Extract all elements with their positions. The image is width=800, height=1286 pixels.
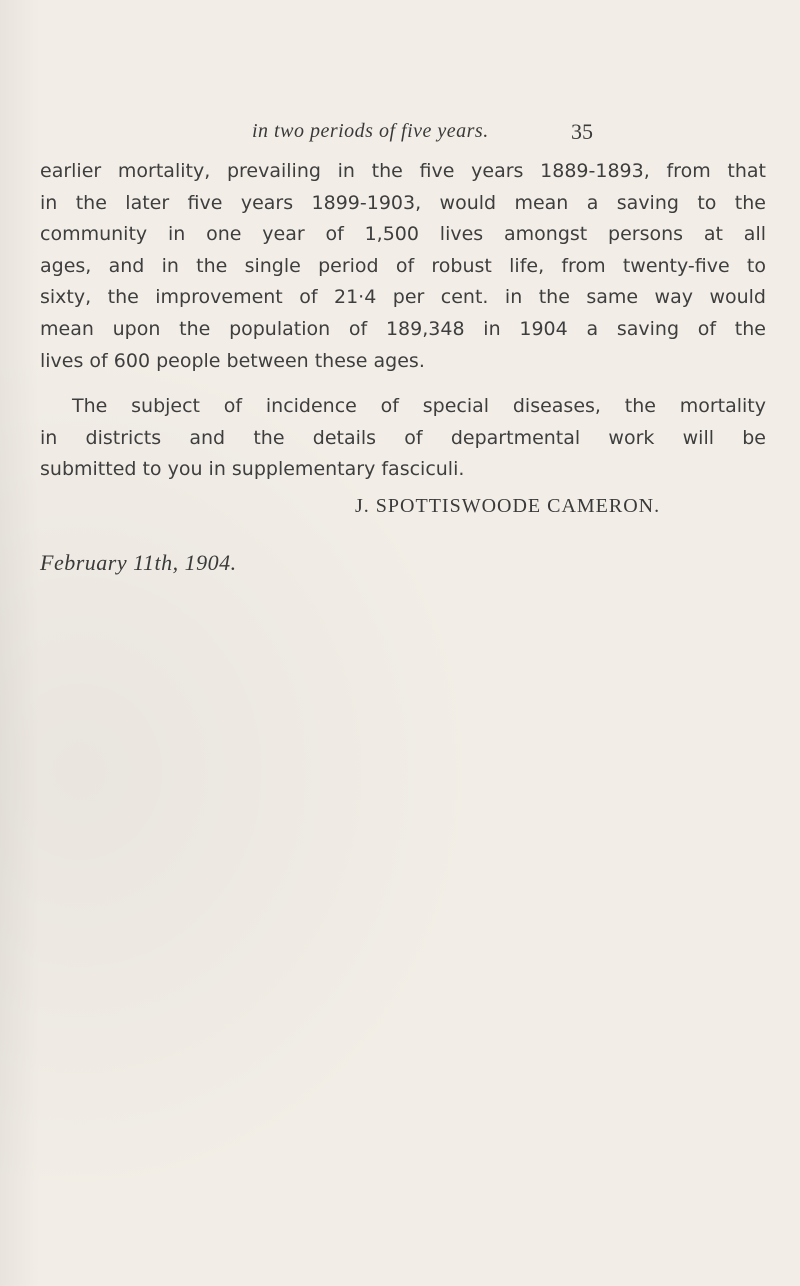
text-line: in the later five years 1899-1903, would mean a saving to the xyxy=(40,191,766,214)
running-head xyxy=(0,120,800,150)
text-line: ages, and in the single period of robust life, from twenty-five to xyxy=(40,254,766,277)
text-line: sixty, the improvement of 21·4 per cent. in the same way would xyxy=(40,286,766,309)
text-line: community in one year of 1,500 lives amongst persons at all xyxy=(40,223,766,246)
paragraph-1 xyxy=(40,156,766,377)
date-line: February 11th, 1904. xyxy=(40,550,237,575)
text-line: submitted to you in supplementary fasciculi. xyxy=(40,458,465,481)
page-number: 35 xyxy=(571,119,593,144)
paragraph-gap xyxy=(40,377,766,391)
text-line: earlier mortality, prevailing in the five years 1889-1893, from that xyxy=(40,160,766,182)
text-line: The subject of incidence of special diseases, the mortality xyxy=(72,395,766,418)
paragraph-2 xyxy=(40,391,766,486)
text-line: mean upon the population of 189,348 in 1904 a saving of the xyxy=(40,317,766,340)
text-line: in districts and the details of departmental work will be xyxy=(40,426,766,449)
signature: J. SPOTTISWOODE CAMERON. xyxy=(355,495,661,517)
text-line: lives of 600 people between these ages. xyxy=(40,349,425,372)
body-text xyxy=(40,156,766,486)
running-title: in two periods of five years. xyxy=(252,120,489,142)
